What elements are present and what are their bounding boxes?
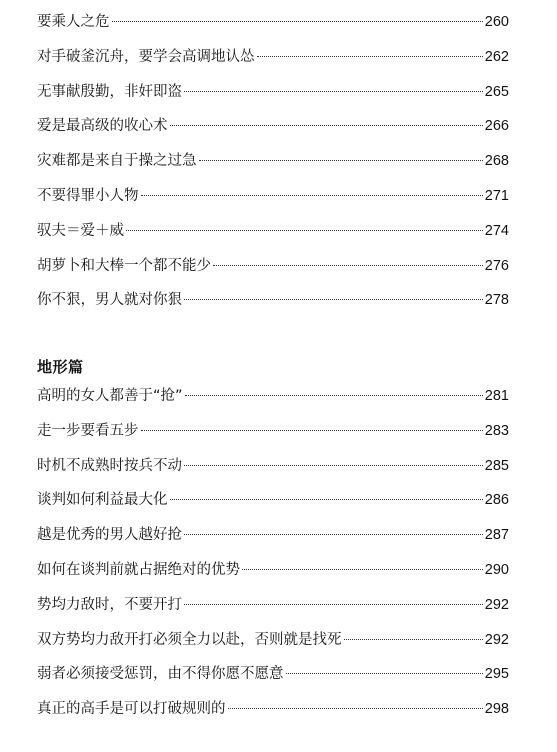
toc-entry-page: 262 (484, 48, 509, 65)
toc-entry-title: 对手破釜沉舟，要学会高调地认怂 (37, 48, 255, 65)
toc-entry-page: 292 (484, 596, 509, 613)
toc-leader-dots (184, 465, 483, 466)
toc-entry-title: 谈判如何利益最大化 (37, 492, 168, 509)
toc-entry-title: 走一步要看五步 (37, 422, 139, 439)
toc-leader-dots (199, 160, 483, 161)
toc-entry (37, 147, 509, 182)
toc-leader-dots (170, 125, 483, 126)
toc-entry-title: 要乘人之危 (37, 14, 110, 30)
toc-entry (37, 452, 509, 487)
toc-entry-title: 爱是最高级的收心术 (37, 118, 168, 135)
toc-leader-dots (126, 230, 483, 231)
toc-leader-dots (112, 21, 483, 22)
toc-entry-page: 271 (484, 187, 509, 204)
toc-entry (37, 660, 509, 695)
toc-entry (37, 112, 509, 147)
toc-entry-page: 298 (484, 701, 509, 718)
toc-entry-page: 274 (484, 222, 509, 239)
toc-leader-dots (170, 499, 483, 500)
toc-entry-title: 不要得罪小人物 (37, 187, 139, 204)
toc-entry (37, 252, 509, 287)
toc-leader-dots (213, 265, 483, 266)
toc-entry-page: 286 (484, 492, 509, 509)
toc-entry-page: 285 (484, 457, 509, 474)
toc-leader-dots (185, 395, 483, 396)
toc-entry-title: 胡萝卜和大棒一个都不能少 (37, 257, 211, 274)
toc-entry-title: 灾难都是来自于操之过急 (37, 153, 197, 170)
toc-leader-dots (184, 604, 483, 605)
toc-entry-title: 真正的高手是可以打破规则的 (37, 701, 226, 718)
toc-entry (37, 591, 509, 626)
toc-entry (37, 486, 509, 521)
toc-entry (37, 626, 509, 661)
toc-list-part2 (37, 356, 509, 730)
toc-leader-dots (228, 708, 483, 709)
toc-entry-title: 如何在谈判前就占据绝对的优势 (37, 561, 240, 578)
toc-entry-title: 驭夫＝爱＋威 (37, 222, 124, 239)
toc-entry-page: 287 (484, 527, 509, 544)
toc-entry (37, 286, 509, 321)
toc-entry-page: 283 (484, 422, 509, 439)
toc-list-part1 (37, 8, 509, 321)
toc-entry-page: 276 (484, 257, 509, 274)
toc-leader-dots (242, 569, 483, 570)
toc-entry-page: 265 (484, 83, 509, 100)
toc-entry (37, 217, 509, 252)
toc-entry (37, 182, 509, 217)
toc-entry-title: 弱者必须接受惩罚，由不得你愿不愿意 (37, 666, 284, 683)
toc-leader-dots (344, 639, 483, 640)
toc-entry-title: 无事献殷勤，非奸即盗 (37, 83, 182, 100)
toc-entry-title: 越是优秀的男人越好抢 (37, 527, 182, 544)
toc-entry (37, 43, 509, 78)
toc-entry (37, 382, 509, 417)
toc-entry (37, 695, 509, 730)
toc-entry-page: 281 (484, 388, 509, 404)
toc-leader-dots (257, 56, 483, 57)
toc-entry-page: 260 (484, 14, 509, 30)
toc-leader-dots (184, 91, 483, 92)
toc-entry (37, 417, 509, 452)
toc-leader-dots (141, 430, 483, 431)
toc-entry-page: 290 (484, 561, 509, 578)
toc-entry-page: 278 (484, 292, 509, 309)
toc-entry-title: 高明的女人都善于“抢” (37, 388, 183, 404)
section-heading: 地形篇 (37, 358, 84, 376)
toc-leader-dots (184, 299, 483, 300)
toc-leader-dots (184, 534, 483, 535)
toc-entry (37, 521, 509, 556)
toc-entry (37, 8, 509, 43)
toc-entry-title: 双方势均力敌开打必须全力以赴，否则就是找死 (37, 631, 342, 648)
toc-entry-page: 292 (484, 631, 509, 648)
toc-entry (37, 78, 509, 113)
toc-entry-page: 295 (484, 666, 509, 683)
toc-leader-dots (286, 673, 483, 674)
toc-entry (37, 556, 509, 591)
toc-entry-title: 你不狠，男人就对你狠 (37, 292, 182, 309)
toc-entry-page: 268 (484, 153, 509, 170)
toc-entry-title: 势均力敌时，不要开打 (37, 596, 182, 613)
toc-leader-dots (141, 195, 483, 196)
toc-entry-page: 266 (484, 118, 509, 135)
toc-entry-title: 时机不成熟时按兵不动 (37, 457, 182, 474)
